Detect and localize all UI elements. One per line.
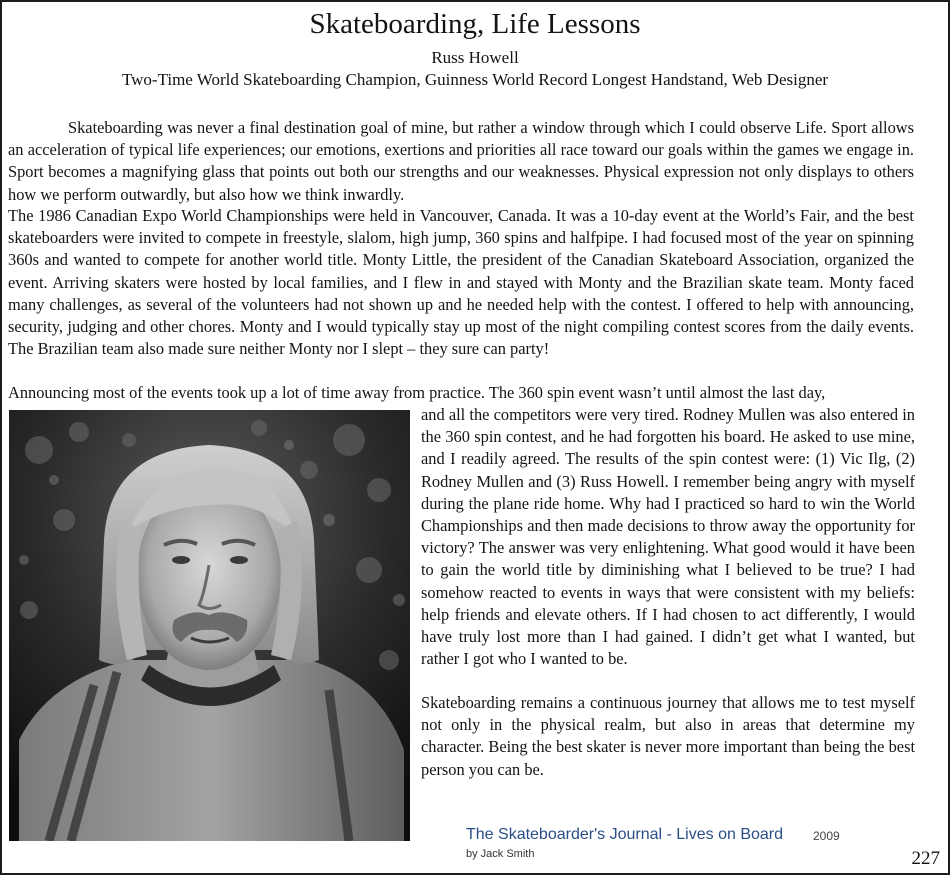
portrait-photo bbox=[9, 410, 410, 841]
author-credentials: Two-Time World Skateboarding Champion, Guinness World Record Longest Handstand, Web Designer bbox=[121, 70, 829, 89]
journal-byline: by Jack Smith bbox=[466, 848, 535, 860]
author-name: Russ Howell bbox=[431, 48, 519, 67]
paragraph-intro: Skateboarding was never a final destination goal of mine, but rather a window through which I could observe Life. Sport allows an acceleration of typical life experiences; our emotions, exertions and priorities all race toward our goals within the games we engage in. Sport becomes a magnifying glass that points out both our strengths and our weaknesses. Physical expression not only displays to others how we perform outwardly, but also how we think inwardly. bbox=[8, 118, 914, 204]
paragraph-announcing-lead: Announcing most of the events took up a lot of time away from practice. The 360 spin event wasn’t until almost the last day, bbox=[8, 383, 826, 402]
page-number: 227 bbox=[911, 848, 940, 869]
journal-year: 2009 bbox=[813, 829, 840, 843]
journal-title: The Skateboarder's Journal - Lives on Board bbox=[466, 826, 784, 843]
paragraph-championships: The 1986 Canadian Expo World Championships were held in Vancouver, Canada. It was a 10-day event at the World’s Fair, and the best skateboarders were invited to compete in freestyle, slalom, high jump, 360 spins and halfpipe. I had focused most of the year on spinning 360s and wanted to compete for another world title. Monty Little, the president of the Canadian Skateboard Association, organized the event. Arriving skaters were hosted by local families, and I flew in and stayed with Monty and the Brazilian skate team. Monty faced many challenges, as several of the volunteers had not shown up and he needed help with the contest. I offered to help with announcing, security, judging and other chores. Monty and I would typically stay up most of the night compiling contest scores from the daily events. The Brazilian team also made sure neither Monty nor I slept – they sure can party! bbox=[8, 206, 914, 359]
paragraph-announcing-wrap: and all the competitors were very tired. Rodney Mullen was also entered in the 360 spin contest, and he had forgotten his board. He asked to use mine, and I readily agreed. The results of the spin contest were: (1) Vic Ilg, (2) Rodney Mullen and (3) Russ Howell. I remember being angry with myself during the plane ride home. Why had I practiced so hard to win the World Championships and then made decisions to throw away the opportunity for victory? The answer was very enlightening. What good would it have been to gain the world title by diminishing what I believed to be true? I had somehow reacted to events in ways that were consistent with my beliefs: help friends and elevate others. If I had chosen to act differently, I would have truly lost more than I had gained. I didn’t get what I wanted, but rather I got who I wanted to be. bbox=[421, 405, 915, 669]
paragraph-conclusion: Skateboarding remains a continuous journey that allows me to test myself not only in the physical realm, but also in areas that determine my character. Being the best skater is never more important than being the best person you can be. bbox=[421, 693, 915, 779]
article-title: Skateboarding, Life Lessons bbox=[309, 8, 641, 40]
